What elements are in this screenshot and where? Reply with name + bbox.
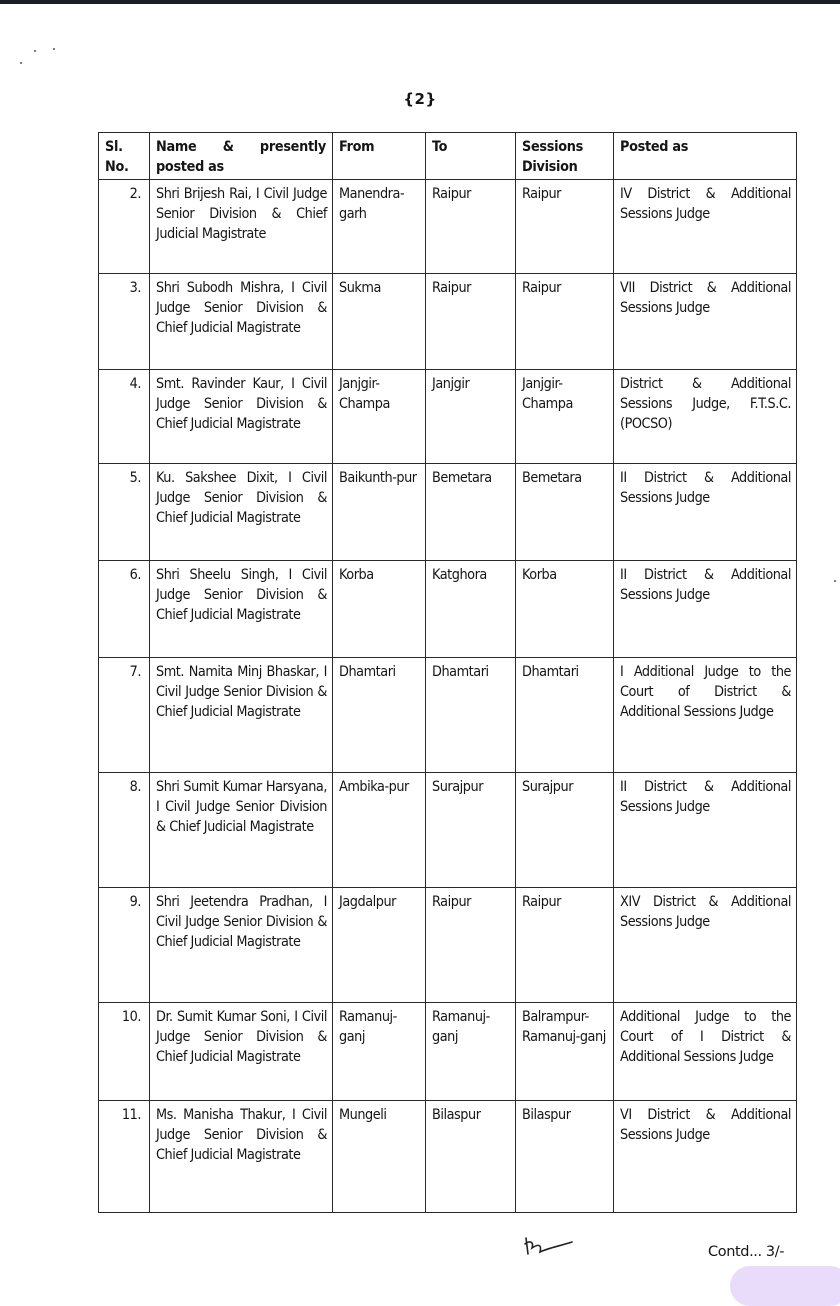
table-row: [99, 773, 797, 888]
cell-posted-as: II District & Additional Sessions Judge: [614, 773, 797, 888]
cell-posted-as: II District & Additional Sessions Judge: [614, 464, 797, 561]
cell-posted-as: I Additional Judge to the Court of District & Additional Sessions Judge: [614, 658, 797, 773]
cell-division: Bilaspur: [516, 1101, 614, 1213]
cell-division: Raipur: [516, 888, 614, 1003]
cell-name: Shri Brijesh Rai, I Civil Judge Senior Division & Chief Judicial Magistrate: [150, 180, 333, 274]
cell-division: Korba: [516, 561, 614, 658]
cell-to: Surajpur: [426, 773, 516, 888]
cell-to: Bemetara: [426, 464, 516, 561]
cell-name: Smt. Namita Minj Bhaskar, I Civil Judge Senior Division & Chief Judicial Magistrate: [150, 658, 333, 773]
cell-from: Dhamtari: [333, 658, 426, 773]
cell-division: Balrampur-Ramanuj-ganj: [516, 1003, 614, 1101]
cell-division: Dhamtari: [516, 658, 614, 773]
scan-speck: [20, 62, 22, 64]
cell-from: Jagdalpur: [333, 888, 426, 1003]
header-name: Name & presently posted as: [150, 133, 333, 180]
cell-to: Raipur: [426, 274, 516, 370]
cell-division: Janjgir-Champa: [516, 370, 614, 464]
cell-from: Korba: [333, 561, 426, 658]
cell-from: Ramanuj-ganj: [333, 1003, 426, 1101]
cell-from: Baikunth-pur: [333, 464, 426, 561]
cell-from: Janjgir-Champa: [333, 370, 426, 464]
header-posted-as: Posted as: [614, 133, 797, 180]
table-row: [99, 370, 797, 464]
cell-from: Mungeli: [333, 1101, 426, 1213]
cell-posted-as: IV District & Additional Sessions Judge: [614, 180, 797, 274]
cell-posted-as: Additional Judge to the Court of I District & Additional Sessions Judge: [614, 1003, 797, 1101]
cell-name: Shri Subodh Mishra, I Civil Judge Senior Division & Chief Judicial Magistrate: [150, 274, 333, 370]
cell-name: Shri Jeetendra Pradhan, I Civil Judge Senior Division & Chief Judicial Magistrate: [150, 888, 333, 1003]
cell-sl-no: 8.: [99, 773, 150, 888]
cell-sl-no: 4.: [99, 370, 150, 464]
cell-name: Shri Sumit Kumar Harsyana, I Civil Judge Senior Division & Chief Judicial Magistrate: [150, 773, 333, 888]
cell-name: Dr. Sumit Kumar Soni, I Civil Judge Senior Division & Chief Judicial Magistrate: [150, 1003, 333, 1101]
cell-sl-no: 2.: [99, 180, 150, 274]
cell-division: Raipur: [516, 274, 614, 370]
cell-division: Surajpur: [516, 773, 614, 888]
cell-posted-as: VII District & Additional Sessions Judge: [614, 274, 797, 370]
table-row: [99, 658, 797, 773]
table-row: [99, 1101, 797, 1213]
cell-sl-no: 10.: [99, 1003, 150, 1101]
cell-name: Ms. Manisha Thakur, I Civil Judge Senior Division & Chief Judicial Magistrate: [150, 1101, 333, 1213]
scan-speck: [834, 580, 836, 582]
continued-footer: Contd... 3/-: [708, 1244, 785, 1260]
top-edge-bar: [0, 0, 840, 4]
cell-sl-no: 5.: [99, 464, 150, 561]
table-row: [99, 274, 797, 370]
cell-to: Bilaspur: [426, 1101, 516, 1213]
cell-to: Raipur: [426, 888, 516, 1003]
header-to: To: [426, 133, 516, 180]
cell-sl-no: 7.: [99, 658, 150, 773]
cell-to: Dhamtari: [426, 658, 516, 773]
cell-from: Sukma: [333, 274, 426, 370]
cell-from: Manendra-garh: [333, 180, 426, 274]
cell-from: Ambika-pur: [333, 773, 426, 888]
signature-icon: [520, 1232, 580, 1262]
cell-posted-as: District & Additional Sessions Judge, F.T.S.C. (POCSO): [614, 370, 797, 464]
transfer-orders-table: [98, 132, 797, 1213]
page-number: {2}: [403, 90, 437, 108]
cell-division: Raipur: [516, 180, 614, 274]
cell-to: Raipur: [426, 180, 516, 274]
scan-speck: [53, 48, 55, 50]
cell-posted-as: II District & Additional Sessions Judge: [614, 561, 797, 658]
table-row: [99, 561, 797, 658]
cell-sl-no: 6.: [99, 561, 150, 658]
table-row: [99, 464, 797, 561]
cell-division: Bemetara: [516, 464, 614, 561]
scan-speck: [34, 50, 36, 52]
cell-sl-no: 9.: [99, 888, 150, 1003]
cell-name: Smt. Ravinder Kaur, I Civil Judge Senior Division & Chief Judicial Magistrate: [150, 370, 333, 464]
cell-sl-no: 3.: [99, 274, 150, 370]
overlay-blob: [730, 1266, 840, 1306]
cell-to: Katghora: [426, 561, 516, 658]
cell-to: Janjgir: [426, 370, 516, 464]
cell-name: Shri Sheelu Singh, I Civil Judge Senior Division & Chief Judicial Magistrate: [150, 561, 333, 658]
table-header-row: [99, 133, 797, 180]
header-sl-no: Sl. No.: [99, 133, 150, 180]
table-row: [99, 180, 797, 274]
header-sessions-division: Sessions Division: [516, 133, 614, 180]
cell-to: Ramanuj-ganj: [426, 1003, 516, 1101]
header-from: From: [333, 133, 426, 180]
cell-name: Ku. Sakshee Dixit, I Civil Judge Senior Division & Chief Judicial Magistrate: [150, 464, 333, 561]
cell-posted-as: VI District & Additional Sessions Judge: [614, 1101, 797, 1213]
table-row: [99, 888, 797, 1003]
cell-posted-as: XIV District & Additional Sessions Judge: [614, 888, 797, 1003]
cell-sl-no: 11.: [99, 1101, 150, 1213]
table-row: [99, 1003, 797, 1101]
